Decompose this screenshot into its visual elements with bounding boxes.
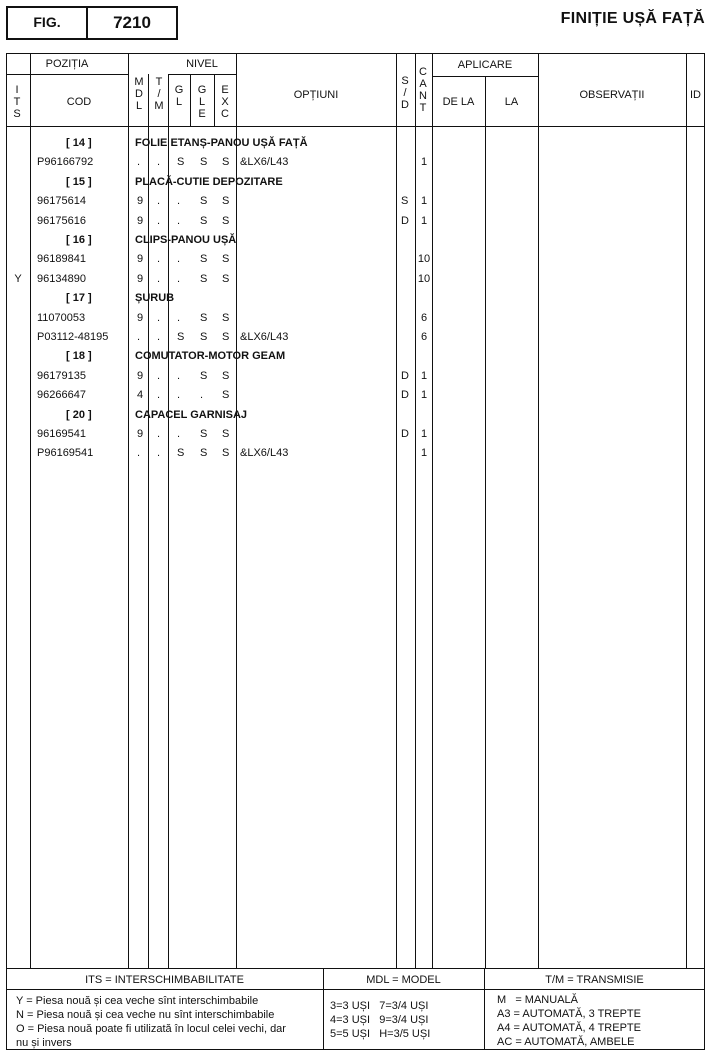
cell-gle: . [200,389,204,401]
cell-gle: S [200,273,208,285]
header-its: I T S [13,84,21,120]
cell-cod: 96266647 [37,389,86,401]
cell-exc: S [222,273,230,285]
cell-exc: S [222,195,230,207]
cell-mdl: . [137,156,141,168]
cell-tm: . [157,156,161,168]
cell-gl: . [177,389,181,401]
cell-tm: . [157,331,161,343]
cell-gle: S [200,331,208,343]
cell-mdl: . [137,447,141,459]
legend-its-line: N = Piesa nouă și cea veche nu sînt interschimbabile [16,1009,275,1021]
header-mdl: M D L [134,76,144,112]
cell-sd: D [401,428,409,440]
cell-gl: . [177,253,181,265]
cell-exc: S [222,428,230,440]
cell-sd: D [401,370,409,382]
cell-exc: S [222,389,230,401]
cell-tm: . [157,195,161,207]
cell-opt: &LX6/L43 [240,331,289,343]
legend-mdl-line: 3=3 UȘI 7=3/4 UȘI [330,1000,429,1012]
group-number: [ 18 ] [66,350,92,362]
cell-cod: 96189841 [37,253,86,265]
cell-sd: D [401,389,409,401]
legend-mdl-title: MDL = MODEL [366,974,441,986]
cell-cant: 1 [420,370,428,382]
cell-cod: P96166792 [37,156,94,168]
cell-exc: S [222,156,230,168]
cell-cant: 1 [420,447,428,459]
header-nivel: NIVEL [186,58,218,70]
cell-cant: 1 [420,389,428,401]
cell-gle: S [200,428,208,440]
legend-its-line: Y = Piesa nouă și cea veche sînt interschimbabile [16,995,259,1007]
header-pozitia: POZIȚIA [45,58,89,70]
cell-exc: S [222,331,230,343]
cell-gl: S [177,156,185,168]
figure-box [6,6,178,40]
page-title: FINIȚIE UȘĂ FAȚĂ [560,10,705,27]
cell-tm: . [157,253,161,265]
cell-its: Y [14,273,22,285]
cell-gl: . [177,312,181,324]
cell-mdl: 9 [137,273,144,285]
header-optiuni: OPȚIUNI [293,89,339,101]
group-title: CAPACEL GARNISAJ [135,409,248,421]
legend-its-line: nu și invers [16,1037,72,1049]
cell-cant: 10 [417,253,431,265]
group-number: [ 14 ] [66,137,92,149]
header-gl: G L [174,84,184,108]
legend-its-line: O = Piesa nouă poate fi utilizată în locul celei vechi, dar [16,1023,286,1035]
group-title: PLACĂ-CUTIE DEPOZITARE [135,176,283,188]
cell-gle: S [200,370,208,382]
cell-gl: . [177,428,181,440]
cell-mdl: 9 [137,312,144,324]
cell-cod: P96169541 [37,447,94,459]
cell-exc: S [222,370,230,382]
group-title: ȘURUB [135,292,175,304]
header-gle: G L E [197,84,207,120]
cell-cod: 96134890 [37,273,86,285]
group-number: [ 17 ] [66,292,92,304]
cell-tm: . [157,215,161,227]
cell-tm: . [157,389,161,401]
cell-gle: S [200,253,208,265]
cell-gl: . [177,195,181,207]
cell-sd: S [401,195,409,207]
cell-cant: 6 [420,331,428,343]
header-cant: C A N T [419,66,427,114]
cell-mdl: 9 [137,195,144,207]
cell-tm: . [157,428,161,440]
cell-tm: . [157,447,161,459]
cell-gl: S [177,447,185,459]
cell-cant: 1 [420,195,428,207]
cell-mdl: 9 [137,215,144,227]
header-id: ID [690,89,701,101]
cell-cant: 6 [420,312,428,324]
header-cod: COD [66,96,92,108]
cell-cod: 96175616 [37,215,86,227]
cell-cod: 96169541 [37,428,86,440]
cell-mdl: 9 [137,428,144,440]
legend-tm-title: T/M = TRANSMISIE [545,974,644,986]
legend-mdl-line: 4=3 UȘI 9=3/4 UȘI [330,1014,429,1026]
cell-opt: &LX6/L43 [240,447,289,459]
cell-cant: 1 [420,215,428,227]
group-title: FOLIE ETANȘ-PANOU UȘĂ FAȚĂ [135,137,308,149]
legend-tm-line: AC = AUTOMATĂ, AMBELE [497,1036,635,1048]
cell-gl: . [177,215,181,227]
cell-gle: S [200,447,208,459]
cell-opt: &LX6/L43 [240,156,289,168]
cell-cod: 96175614 [37,195,86,207]
fig-label: FIG. [33,14,61,30]
cell-gle: S [200,215,208,227]
group-number: [ 16 ] [66,234,92,246]
cell-gle: S [200,195,208,207]
cell-tm: . [157,273,161,285]
cell-gl: . [177,370,181,382]
cell-mdl: 9 [137,253,144,265]
cell-exc: S [222,253,230,265]
cell-cant: 1 [420,156,428,168]
cell-cod: P03112-48195 [37,331,109,343]
legend-tm-line: M = MANUALĂ [497,994,578,1006]
cell-tm: . [157,312,161,324]
legend-tm-line: A4 = AUTOMATĂ, 4 TREPTE [497,1022,641,1034]
header-tm: T / M [154,76,164,112]
parts-table [6,53,705,1050]
cell-exc: S [222,447,230,459]
header-la: LA [504,96,519,108]
cell-exc: S [222,312,230,324]
cell-gl: . [177,273,181,285]
group-number: [ 15 ] [66,176,92,188]
group-title: CLIPS-PANOU UȘĂ [135,234,237,246]
cell-cod: 96179135 [37,370,86,382]
group-number: [ 20 ] [66,409,92,421]
header-de-la: DE LA [442,96,475,108]
header-aplicare: APLICARE [457,59,513,71]
cell-gle: S [200,156,208,168]
header-sd: S / D [401,75,409,111]
cell-tm: . [157,370,161,382]
cell-gl: S [177,331,185,343]
cell-cod: 11070053 [37,312,86,324]
cell-cant: 1 [420,428,428,440]
cell-sd: D [401,215,409,227]
legend-mdl-line: 5=5 UȘI H=3/5 UȘI [330,1028,431,1040]
cell-cant: 10 [417,273,431,285]
cell-mdl: 9 [137,370,144,382]
legend-its-title: ITS = INTERSCHIMBABILITATE [85,974,244,986]
group-title: COMUTATOR-MOTOR GEAM [135,350,286,362]
cell-exc: S [222,215,230,227]
legend-tm-line: A3 = AUTOMATĂ, 3 TREPTE [497,1008,641,1020]
fig-number: 7210 [113,13,151,32]
header-exc: E X C [221,84,229,120]
cell-mdl: 4 [137,389,144,401]
cell-gle: S [200,312,208,324]
cell-mdl: . [137,331,141,343]
header-observatii: OBSERVAȚII [579,89,645,101]
